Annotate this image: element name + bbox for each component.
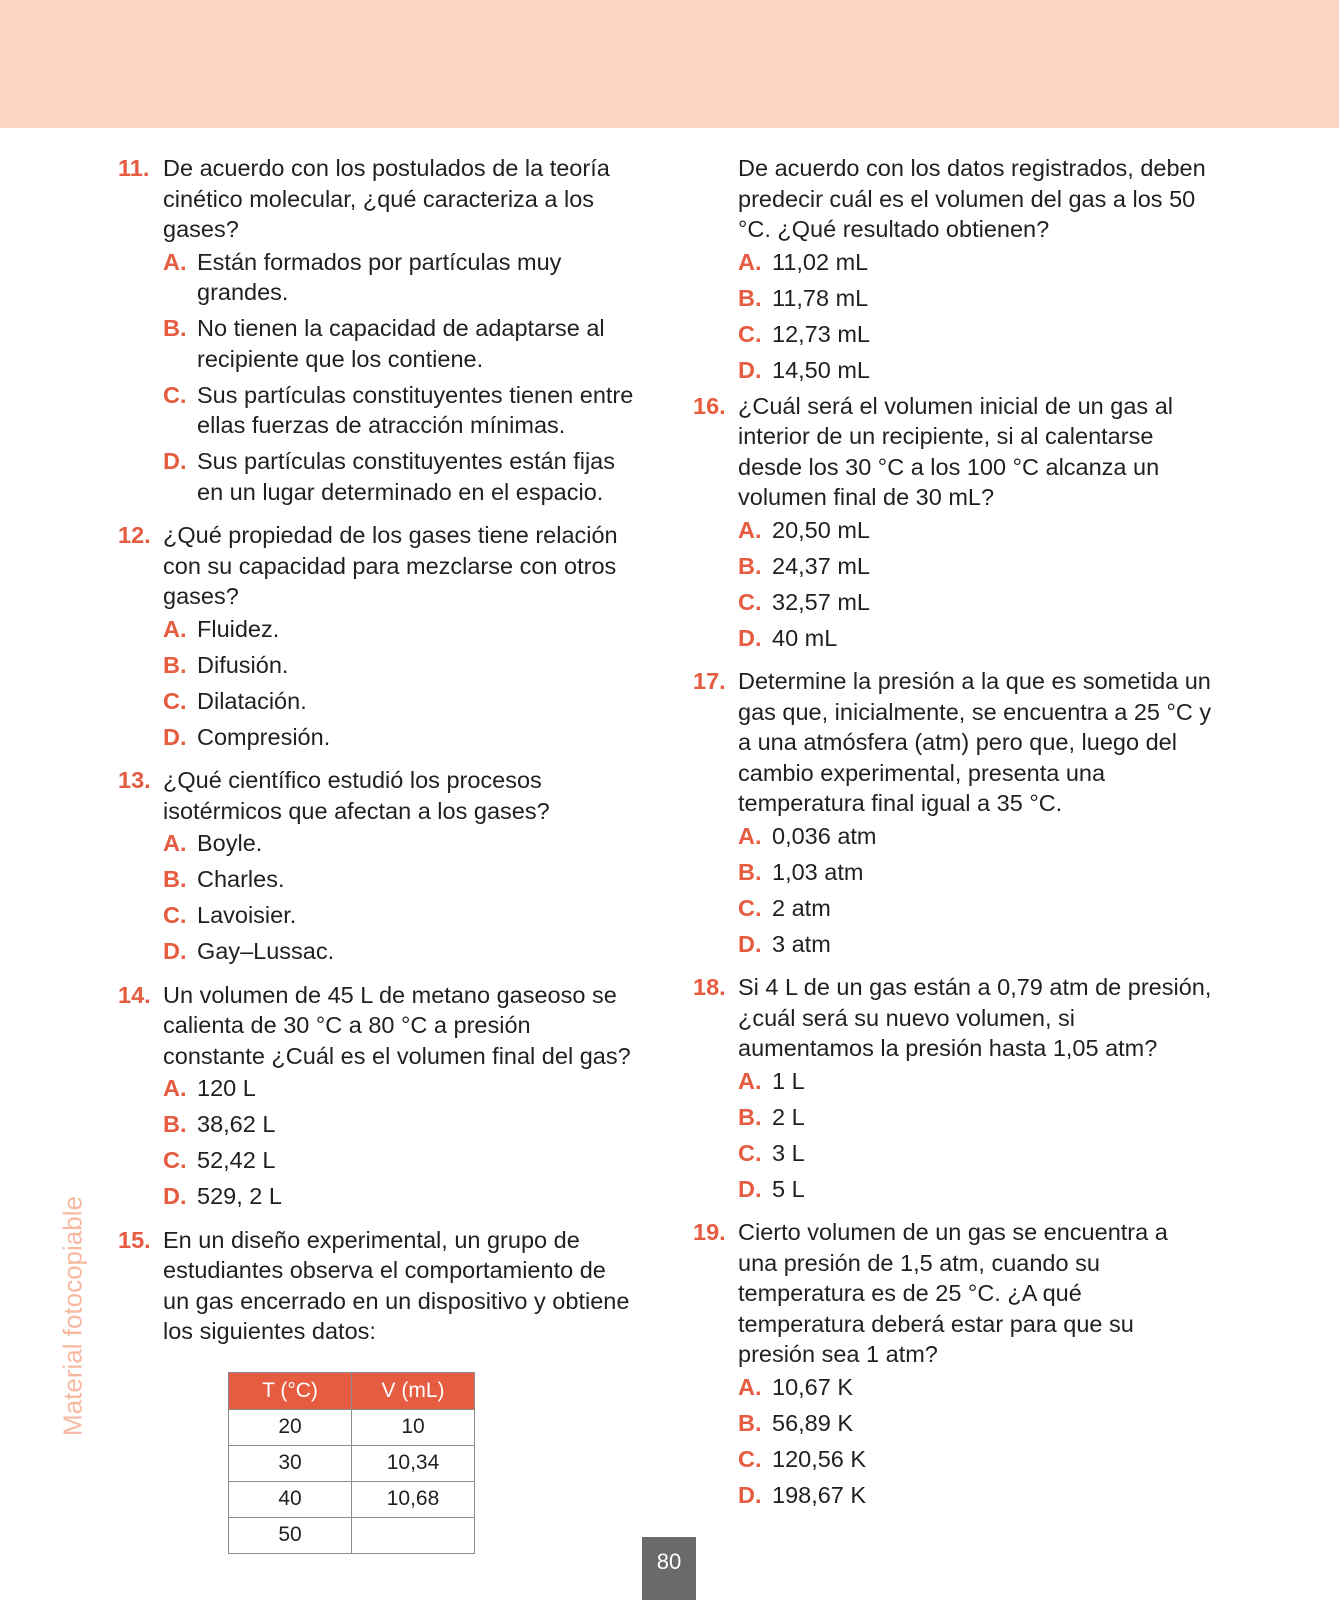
option-c[interactable]: [738, 1138, 1213, 1169]
header-band: [0, 0, 1339, 128]
option-d[interactable]: [163, 722, 638, 753]
option-label: D.: [738, 930, 762, 957]
option-d[interactable]: [738, 929, 1213, 960]
option-label: D.: [163, 723, 187, 750]
question-16: [693, 391, 1213, 654]
option-b[interactable]: [738, 1102, 1213, 1133]
option-text: No tienen la capacidad de adaptarse al recipiente que los contiene.: [197, 315, 605, 372]
option-label: A.: [738, 1067, 762, 1094]
question-number: 16.: [693, 392, 726, 419]
option-list: [163, 1073, 638, 1212]
option-label: D.: [163, 938, 187, 964]
option-label: C.: [163, 902, 187, 928]
option-text: 32,57 mL: [772, 588, 870, 615]
option-label: C.: [738, 1139, 762, 1166]
option-c[interactable]: [738, 893, 1213, 924]
option-b[interactable]: [738, 1408, 1213, 1439]
option-text: Charles.: [197, 866, 285, 892]
option-label: C.: [738, 320, 762, 347]
option-a[interactable]: [163, 247, 638, 308]
question-number: 19.: [693, 1219, 726, 1245]
option-list: [738, 821, 1213, 960]
option-d[interactable]: [163, 446, 638, 507]
option-text: Sus partículas constituyentes tienen entre ellas fuerzas de atracción mínimas.: [197, 381, 634, 438]
option-text: 1,03 atm: [772, 858, 864, 885]
option-label: A.: [738, 822, 762, 849]
option-label: C.: [738, 1445, 762, 1472]
right-column: [693, 153, 1213, 1523]
option-label: D.: [738, 356, 762, 383]
option-d[interactable]: [738, 623, 1213, 654]
option-d[interactable]: [738, 355, 1213, 386]
option-text: 40 mL: [772, 624, 838, 651]
question-text: ¿Cuál será el volumen inicial de un gas al interior de un recipiente, si al calentarse desde los 30 °C a los 100 °C alcanza un volumen final de 30 mL?: [738, 392, 1173, 510]
option-text: 0,036 atm: [772, 822, 877, 849]
option-label: C.: [738, 588, 762, 615]
option-a[interactable]: [163, 828, 638, 859]
option-c[interactable]: [738, 587, 1213, 618]
table-row: [229, 1481, 475, 1517]
option-text: Gay–Lussac.: [197, 938, 335, 964]
option-d[interactable]: [163, 936, 638, 967]
option-text: 14,50 mL: [772, 356, 870, 383]
question-number: 12.: [118, 522, 151, 548]
option-d[interactable]: [738, 1480, 1213, 1511]
option-text: 12,73 mL: [772, 320, 870, 347]
option-text: 11,02 mL: [772, 248, 869, 275]
option-label: C.: [738, 894, 762, 921]
option-label: C.: [163, 1147, 187, 1173]
question-text: De acuerdo con los datos registrados, deben predecir cuál es el volumen del gas a los 50 °C. ¿Qué resultado obtienen?: [738, 155, 1206, 242]
option-label: D.: [738, 1481, 762, 1508]
option-label: A.: [163, 248, 187, 275]
table-cell: 10: [352, 1409, 475, 1445]
page-number: 80: [642, 1537, 696, 1600]
question-12: [118, 520, 638, 752]
table-cell: 10,34: [352, 1445, 475, 1481]
option-label: D.: [163, 448, 187, 474]
option-text: 3 atm: [772, 930, 831, 957]
table-cell: [352, 1517, 475, 1553]
option-d[interactable]: [163, 1181, 638, 1212]
table-header-row: [229, 1372, 475, 1409]
question-15-continuation: [693, 153, 1213, 385]
option-text: 529, 2 L: [197, 1183, 282, 1209]
table-header-cell: V (mL): [352, 1372, 475, 1409]
option-text: 56,89 K: [772, 1409, 854, 1436]
question-text: Cierto volumen de un gas se encuentra a una presión de 1,5 atm, cuando su temperatura es de 25 °C. ¿A qué temperatura deberá estar para que su presión sea 1 atm?: [738, 1219, 1168, 1367]
option-b[interactable]: [163, 864, 638, 895]
question-18: [693, 972, 1213, 1204]
option-text: 1 L: [772, 1067, 805, 1094]
question-15: [118, 1225, 638, 1347]
option-text: 198,67 K: [772, 1481, 867, 1508]
option-text: 10,67 K: [772, 1373, 854, 1400]
option-d[interactable]: [738, 1174, 1213, 1205]
option-list: [738, 1066, 1213, 1205]
table-cell: 40: [229, 1481, 352, 1517]
table-cell: 30: [229, 1445, 352, 1481]
question-number: 18.: [693, 974, 726, 1000]
option-list: [163, 247, 638, 508]
question-text: ¿Qué científico estudió los procesos isotérmicos que afectan a los gases?: [163, 767, 550, 824]
option-text: 38,62 L: [197, 1111, 276, 1137]
question-number: 13.: [118, 767, 151, 793]
option-b[interactable]: [738, 551, 1213, 582]
option-a[interactable]: [163, 1073, 638, 1104]
question-13: [118, 765, 638, 967]
option-a[interactable]: [738, 1066, 1213, 1097]
option-label: A.: [738, 516, 762, 543]
option-list: [738, 247, 1213, 386]
option-label: B.: [738, 1103, 762, 1130]
option-a[interactable]: [738, 1372, 1213, 1403]
option-label: B.: [738, 1409, 762, 1436]
question-text: Un volumen de 45 L de metano gaseoso se calienta de 30 °C a 80 °C a presión constante ¿Cuál es el volumen final del gas?: [163, 981, 631, 1069]
option-b[interactable]: [738, 857, 1213, 888]
question-number: 15.: [118, 1226, 151, 1253]
option-label: D.: [163, 1183, 187, 1209]
option-b[interactable]: [738, 283, 1213, 314]
option-c[interactable]: [163, 380, 638, 441]
option-label: B.: [163, 866, 187, 892]
option-label: C.: [163, 687, 187, 714]
option-label: B.: [738, 552, 762, 579]
option-text: 24,37 mL: [772, 552, 870, 579]
option-label: D.: [738, 1175, 762, 1202]
option-label: A.: [163, 615, 187, 642]
option-text: 3 L: [772, 1139, 805, 1166]
question-14: [118, 980, 638, 1212]
option-label: A.: [163, 1075, 187, 1101]
option-label: B.: [738, 284, 762, 311]
table-cell: 20: [229, 1409, 352, 1445]
data-table: [228, 1372, 475, 1554]
option-text: Dilatación.: [197, 687, 307, 714]
option-list: [163, 828, 638, 967]
question-number: 17.: [693, 668, 726, 694]
question-11: [118, 153, 638, 507]
option-text: Boyle.: [197, 830, 263, 856]
option-a[interactable]: [738, 247, 1213, 278]
question-text: Si 4 L de un gas están a 0,79 atm de presión, ¿cuál será su nuevo volumen, si aumentamos la presión hasta 1,05 atm?: [738, 974, 1212, 1061]
question-text: De acuerdo con los postulados de la teoría cinético molecular, ¿qué caracteriza a los gases?: [163, 155, 610, 242]
option-label: B.: [163, 651, 187, 678]
table-row: [229, 1517, 475, 1553]
option-label: B.: [738, 858, 762, 885]
left-column: [118, 153, 638, 1554]
option-text: Compresión.: [197, 723, 331, 750]
question-17: [693, 666, 1213, 959]
option-a[interactable]: [738, 821, 1213, 852]
option-text: 120 L: [197, 1075, 256, 1101]
option-text: Lavoisier.: [197, 902, 297, 928]
option-text: Difusión.: [197, 651, 289, 678]
option-text: 120,56 K: [772, 1445, 867, 1472]
option-a[interactable]: [163, 614, 638, 645]
option-b[interactable]: [163, 313, 638, 374]
table-cell: 50: [229, 1517, 352, 1553]
option-text: 2 L: [772, 1103, 805, 1130]
option-c[interactable]: [163, 1145, 638, 1176]
option-a[interactable]: [738, 515, 1213, 546]
table-header-cell: T (°C): [229, 1372, 352, 1409]
option-label: B.: [163, 1111, 187, 1137]
option-label: C.: [163, 381, 187, 408]
question-number: 14.: [118, 981, 151, 1008]
table-row: [229, 1409, 475, 1445]
table-row: [229, 1445, 475, 1481]
option-text: 52,42 L: [197, 1147, 276, 1173]
option-text: 20,50 mL: [772, 516, 870, 543]
option-label: B.: [163, 315, 187, 341]
option-list: [163, 614, 638, 753]
question-19: [693, 1217, 1213, 1510]
question-text: ¿Qué propiedad de los gases tiene relación con su capacidad para mezclarse con otros gases?: [163, 522, 618, 609]
option-b[interactable]: [163, 650, 638, 681]
option-text: Fluidez.: [197, 615, 280, 642]
option-list: [738, 515, 1213, 654]
option-c[interactable]: [738, 319, 1213, 350]
option-c[interactable]: [738, 1444, 1213, 1475]
option-label: A.: [738, 1373, 762, 1400]
option-text: Están formados por partículas muy grandes.: [197, 248, 562, 305]
option-text: 2 atm: [772, 894, 831, 921]
question-number: 11.: [118, 155, 150, 181]
option-b[interactable]: [163, 1109, 638, 1140]
question-text: En un diseño experimental, un grupo de estudiantes observa el comportamiento de un gas encerrado en un dispositivo y obtiene los siguientes datos:: [163, 1226, 630, 1344]
option-list: [738, 1372, 1213, 1511]
sidebar-label: Material fotocopiable: [57, 1196, 88, 1436]
option-c[interactable]: [163, 900, 638, 931]
option-text: Sus partículas constituyentes están fijas en un lugar determinado en el espacio.: [197, 448, 615, 505]
question-text: Determine la presión a la que es sometida un gas que, inicialmente, se encuentra a 25 °C y a una atmósfera (atm) pero que, luego del cambio experimental, presenta una temperatura final igual a 35 °C.: [738, 668, 1212, 816]
option-c[interactable]: [163, 686, 638, 717]
option-label: D.: [738, 624, 762, 651]
option-label: A.: [738, 248, 762, 275]
option-text: 5 L: [772, 1175, 805, 1202]
table-cell: 10,68: [352, 1481, 475, 1517]
option-label: A.: [163, 830, 187, 856]
option-text: 11,78 mL: [772, 284, 869, 311]
